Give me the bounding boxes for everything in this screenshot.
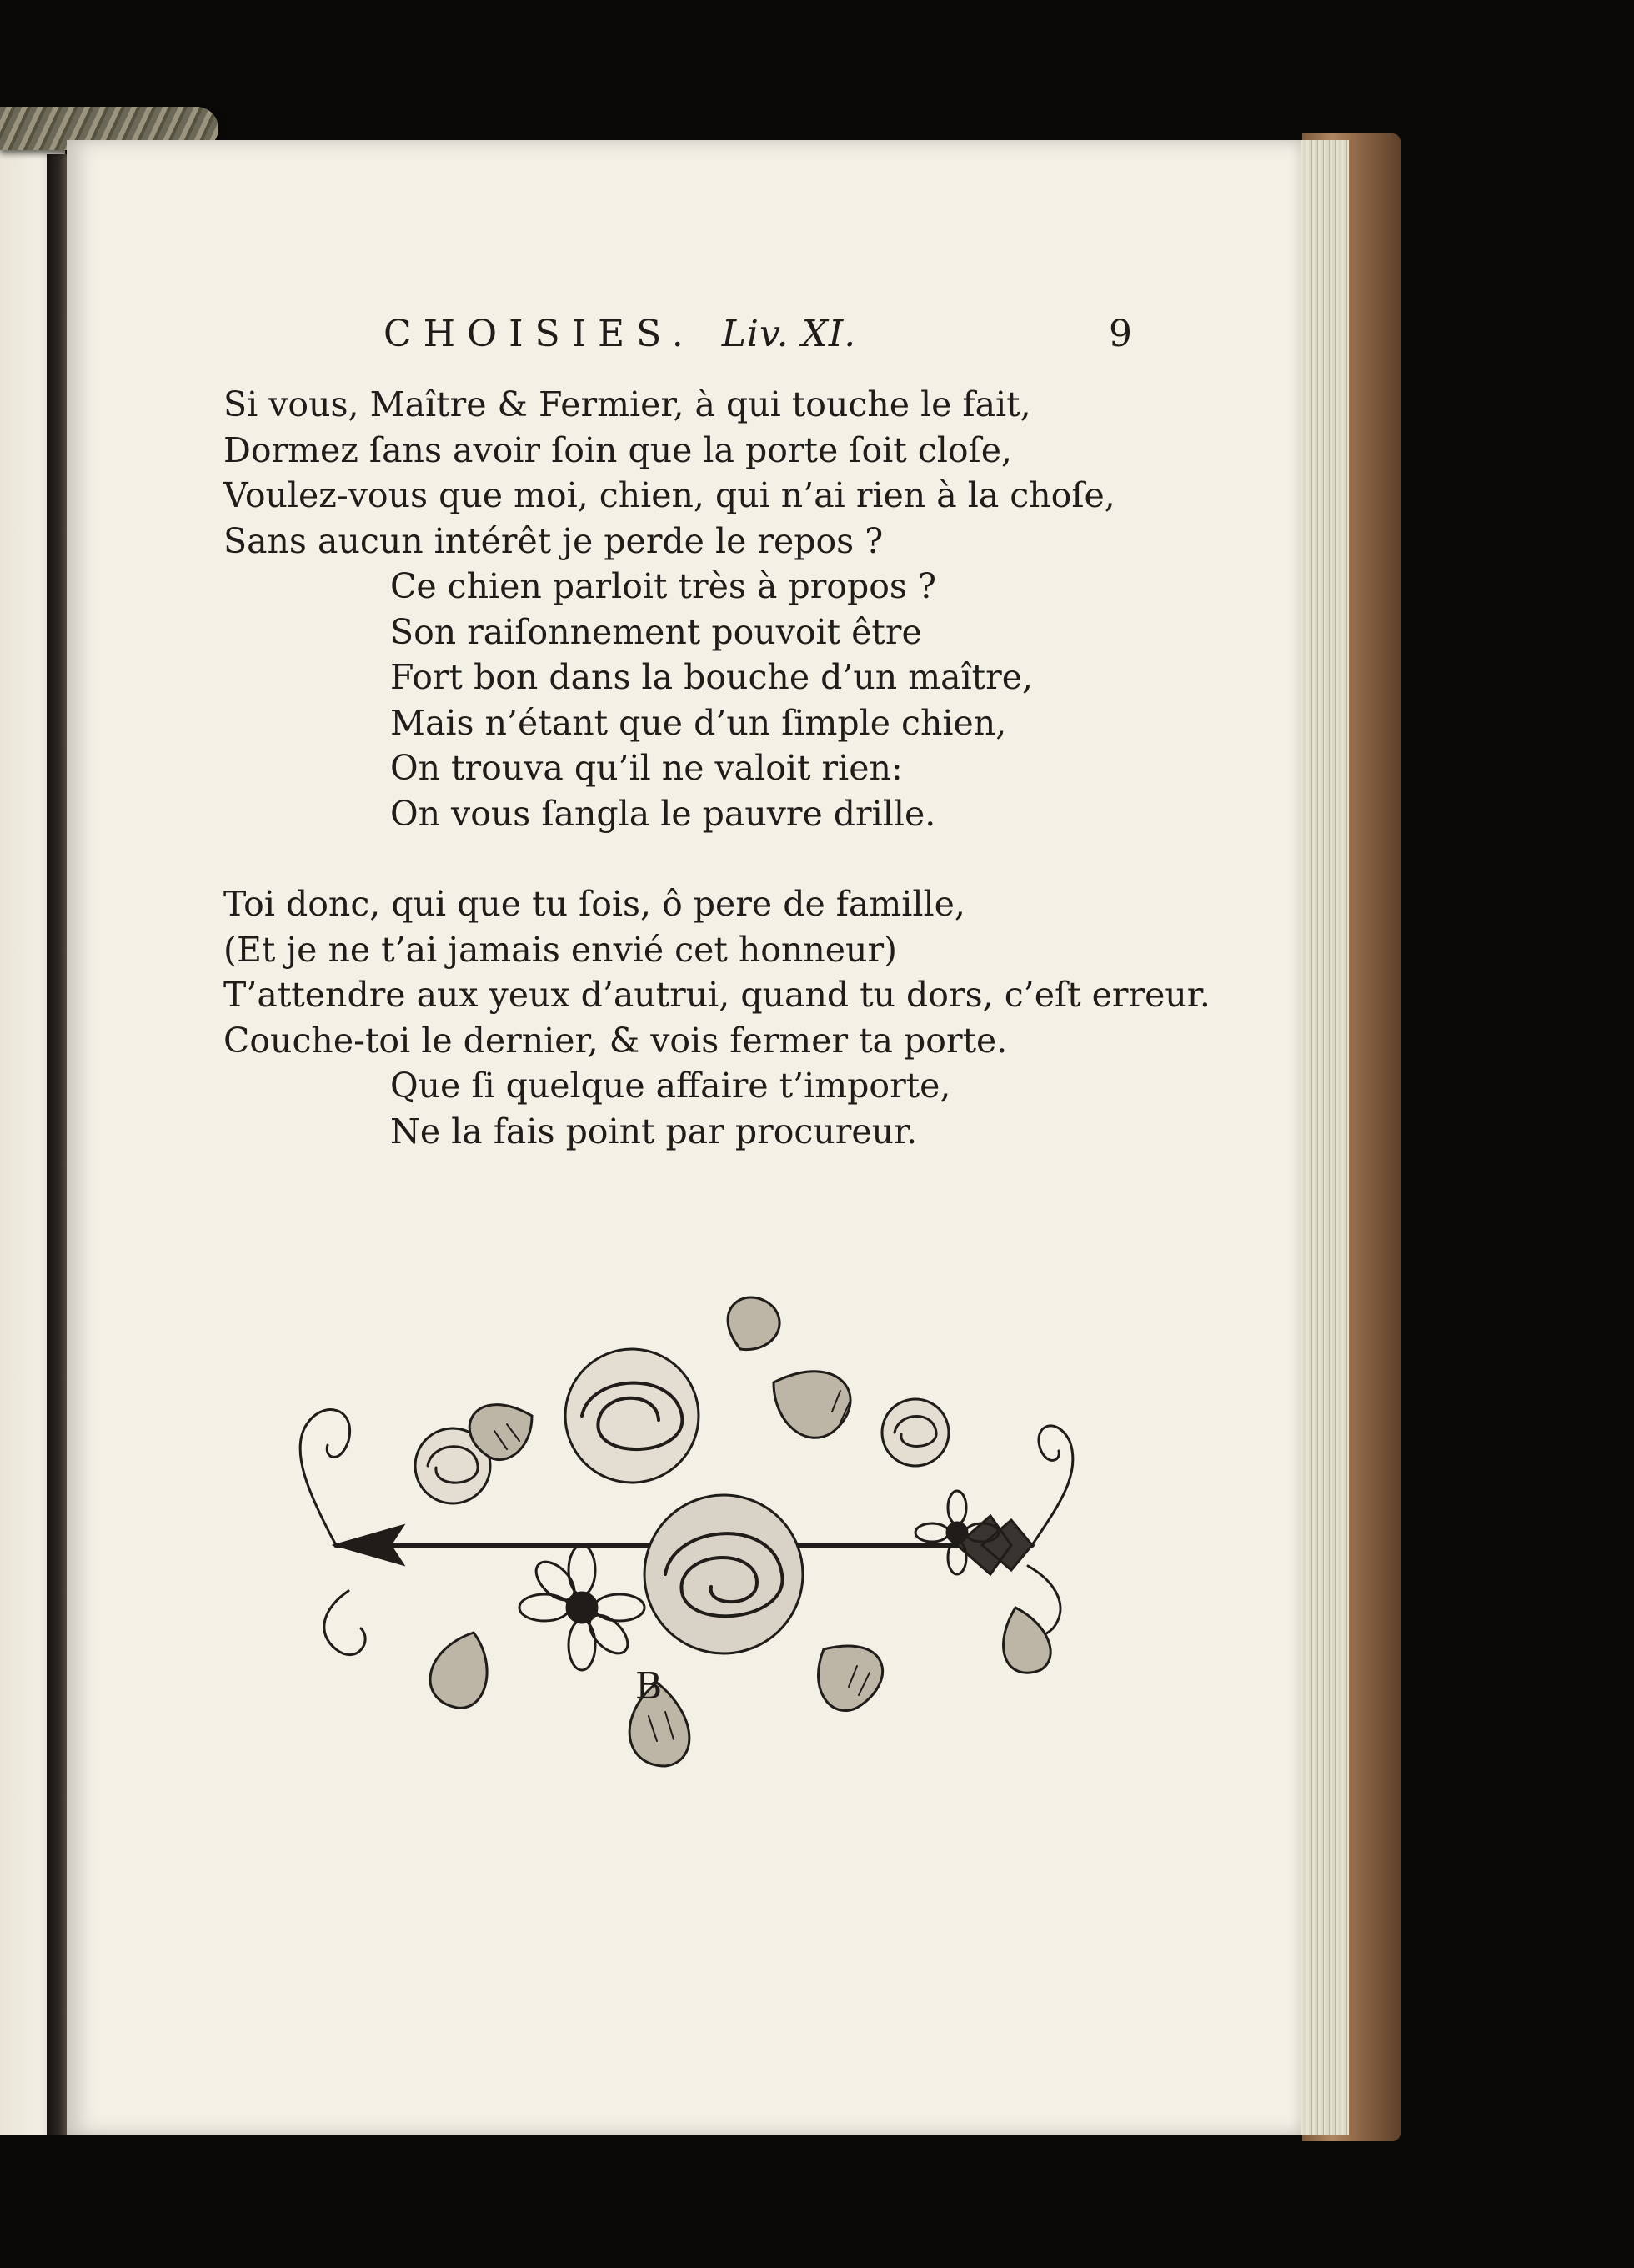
ornament-leaf bbox=[1004, 1608, 1051, 1673]
running-book-number: Liv. XI. bbox=[721, 313, 857, 355]
ornament-leaf bbox=[774, 1372, 850, 1438]
verse-line: T’attendre aux yeux d’autrui, quand tu dors, c’eſt erreur. bbox=[223, 975, 1210, 1015]
ornament-leaf bbox=[819, 1646, 883, 1711]
verse-line: Mais n’étant que d’un ſimple chien, bbox=[390, 702, 1007, 743]
poem-text bbox=[223, 382, 1210, 1154]
page-block-edges bbox=[1297, 140, 1349, 2135]
ornament-daisy-left bbox=[519, 1545, 644, 1670]
page-number: 9 bbox=[1109, 313, 1132, 355]
floral-ornament bbox=[257, 1216, 1124, 1791]
ornament-rose-top bbox=[565, 1349, 699, 1483]
stanza bbox=[223, 382, 1165, 836]
verse-line: (Et je ne t’ai jamais envié cet honneur) bbox=[223, 929, 898, 970]
verse-line: Sans aucun intérêt je perde le repos ? bbox=[223, 520, 884, 561]
verse-line: Dormez ſans avoir ſoin que la porte ſoit cloſe, bbox=[223, 429, 1013, 470]
verse-line: Que ſi quelque affaire t’importe, bbox=[390, 1066, 951, 1106]
verse-line: Voulez-vous que moi, chien, qui n’ai rien à la choſe, bbox=[223, 475, 1115, 515]
book-page bbox=[67, 140, 1301, 2135]
verse-line: Ce chien parloit très à propos ? bbox=[390, 566, 936, 606]
verse-line: On vous ſangla le pauvre drille. bbox=[390, 793, 936, 834]
verse-line: Fort bon dans la bouche d’un maître, bbox=[390, 657, 1034, 697]
ornament-rose-small-right bbox=[882, 1399, 949, 1466]
stanza bbox=[223, 881, 1210, 1154]
ornament-left-scroll bbox=[300, 1410, 350, 1545]
ornament-arrow-fletching bbox=[957, 1516, 1032, 1574]
ornament-leaf bbox=[430, 1633, 487, 1708]
verse-line: On trouva qu’il ne valoit rien: bbox=[390, 748, 903, 788]
verse-line: Couche-toi le dernier, & vois fermer ta porte. bbox=[223, 1020, 1008, 1061]
signature-mark: B bbox=[634, 1665, 663, 1708]
running-head bbox=[383, 305, 1159, 364]
book-gutter bbox=[47, 154, 68, 2135]
ornament-rose-large bbox=[644, 1495, 803, 1653]
verse-line: Son raiſonnement pouvoit être bbox=[390, 611, 922, 652]
running-title: CHOISIES. bbox=[383, 313, 695, 355]
ornament-right-scroll bbox=[1032, 1426, 1073, 1545]
verse-line: Toi donc, qui que tu ſois, ô pere de famille, bbox=[223, 884, 965, 924]
ornament-left-tendril bbox=[324, 1591, 365, 1655]
ornament-leaf bbox=[728, 1297, 779, 1350]
verse-line: Ne la fais point par procureur. bbox=[390, 1111, 918, 1152]
verse-line: Si vous, Maître & Fermier, à qui touche le fait, bbox=[223, 384, 1031, 424]
